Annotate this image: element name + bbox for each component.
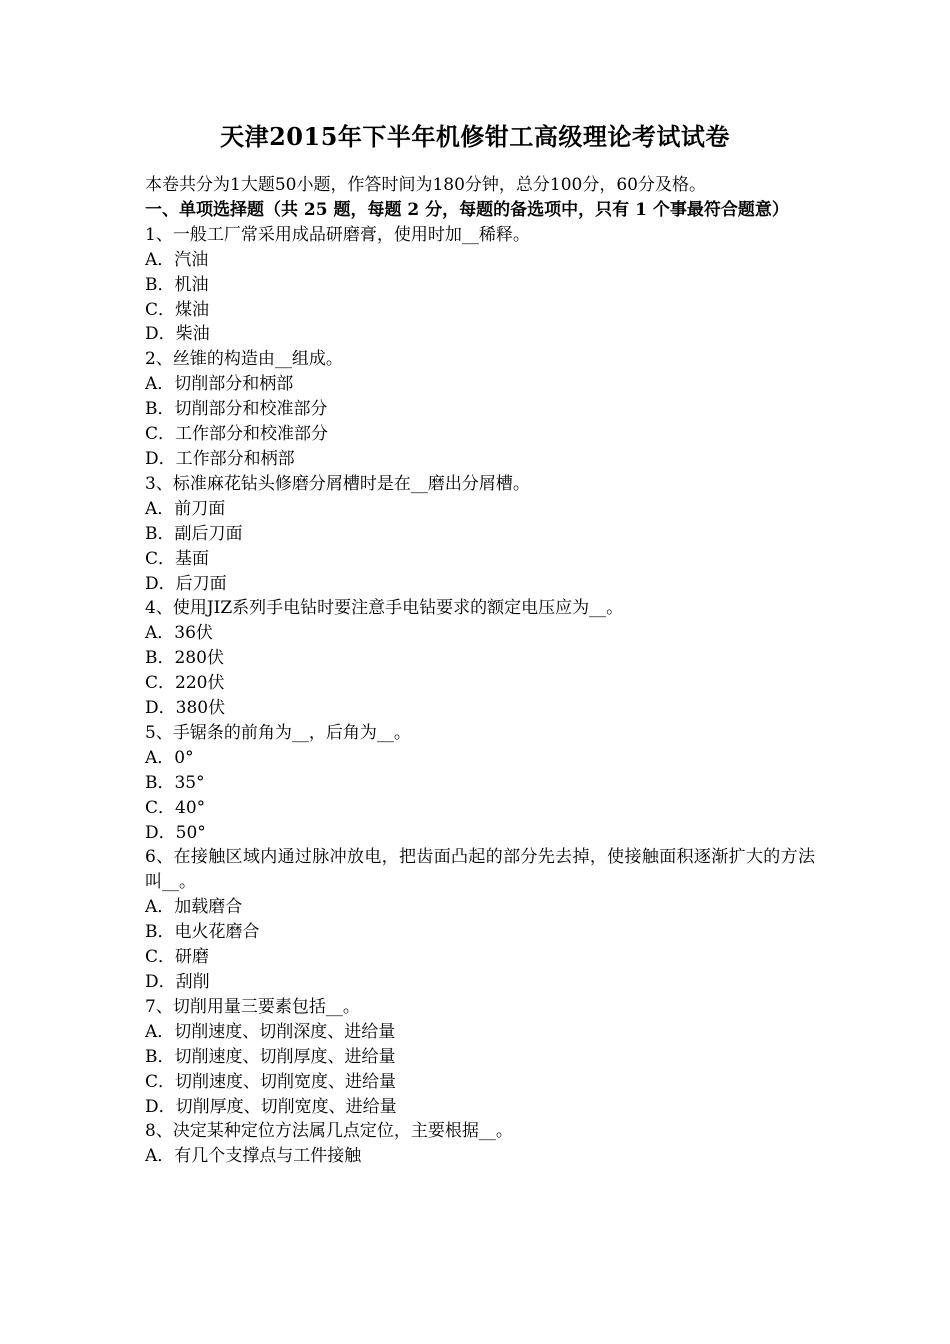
option-d: D．380伏 [145,698,226,719]
option-c: C．基面 [145,548,210,569]
document-title: 天津2015年下半年机修钳工高级理论考试试卷 [220,122,730,151]
option-d: D．切削厚度、切削宽度、进给量 [145,1096,397,1117]
option-c: C．煤油 [145,299,210,320]
question-5 [145,721,815,846]
option-c: C．40° [145,797,206,818]
question-stem: 6、在接触区域内通过脉冲放电，把齿面凸起的部分先去掉，使接触面积逐渐扩大的方法叫__。 [145,847,815,893]
question-1 [145,223,815,348]
question-stem: 5、手锯条的前角为__，后角为__。 [145,722,411,743]
option-b: B．35° [145,772,205,793]
question-2 [145,347,815,472]
option-a: A．汽油 [145,249,209,270]
section-heading: 一、单项选择题（共 25 题，每题 2 分，每题的备选项中，只有 1 个事最符合题意） [145,199,789,220]
option-b: B．280伏 [145,648,224,669]
option-d: D．柴油 [145,324,210,345]
option-a: A．36伏 [145,623,213,644]
question-stem: 4、使用JIZ系列手电钻时要注意手电钻要求的额定电压应为__。 [145,598,624,619]
question-8 [145,1119,815,1169]
option-c: C．研磨 [145,947,210,968]
option-b: B．副后刀面 [145,523,243,544]
question-stem: 1、一般工厂常采用成品研磨膏，使用时加__稀释。 [145,224,530,245]
option-c: C．切削速度、切削宽度、进给量 [145,1071,397,1092]
question-6 [145,845,815,994]
option-c: C．工作部分和校准部分 [145,424,329,445]
option-a: A．加载磨合 [145,897,243,918]
question-3 [145,472,815,597]
option-d: D．50° [145,822,206,843]
question-stem: 7、切削用量三要素包括__。 [145,996,360,1017]
option-b: B．切削速度、切削厚度、进给量 [145,1046,396,1067]
question-stem: 3、标准麻花钻头修磨分屑槽时是在__磨出分屑槽。 [145,473,530,494]
option-a: A．0° [145,747,194,768]
option-b: B．机油 [145,274,209,295]
option-d: D．刮削 [145,972,210,992]
question-7 [145,995,815,1120]
option-a: A．切削速度、切削深度、进给量 [145,1021,396,1042]
document-body [145,173,815,1169]
question-4 [145,596,815,721]
option-a: A．有几个支撑点与工件接触 [145,1146,362,1167]
option-a: A．切削部分和柄部 [145,374,294,395]
option-a: A．前刀面 [145,498,226,519]
option-c: C．220伏 [145,673,225,694]
option-b: B．切削部分和校准部分 [145,399,328,420]
question-stem: 2、丝锥的构造由__组成。 [145,349,343,370]
option-b: B．电火花磨合 [145,922,260,943]
exam-intro: 本卷共分为1大题50小题，作答时间为180分钟，总分100分，60分及格。 [145,175,706,195]
question-stem: 8、决定某种定位方法属几点定位，主要根据__。 [145,1121,513,1142]
option-d: D．后刀面 [145,573,227,594]
option-d: D．工作部分和柄部 [145,448,295,469]
